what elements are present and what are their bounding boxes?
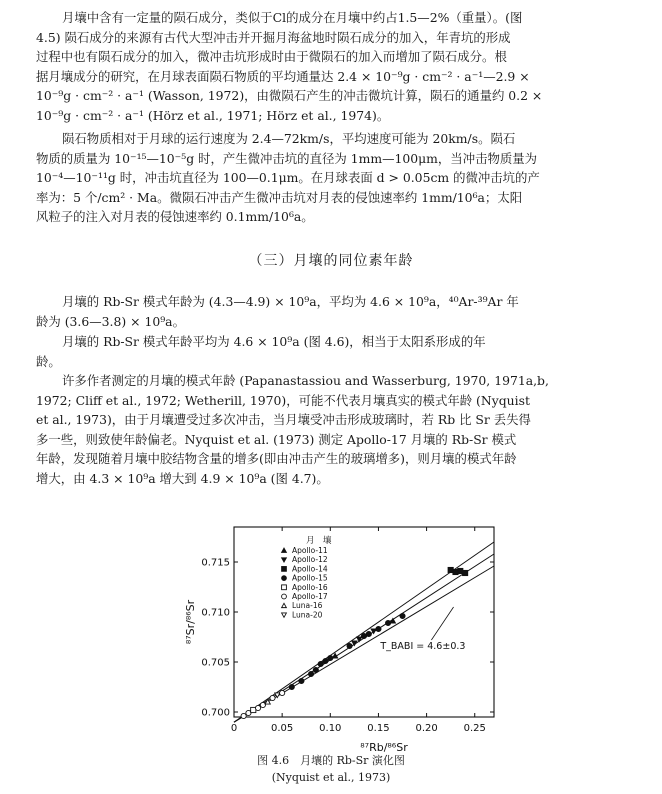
p5-line: 增大，由 4.3 × 10⁹a 增大到 4.9 × 10⁹a (图 4.7)。 bbox=[36, 470, 329, 486]
x-tick-label: 0 bbox=[230, 723, 238, 734]
legend-marker bbox=[282, 576, 287, 581]
p2-line: 物质的质量为 10⁻¹⁵—10⁻⁵g 时，产生微冲击坑的直径为 1mm—100μm，当冲击物质量为 bbox=[36, 150, 538, 166]
p1-line: 据月壤成分的研究，在月球表面陨石物质的平均通量达 2.4 × 10⁻⁹g · cm⁻² · a⁻¹—2.9 × bbox=[36, 68, 530, 84]
p5-line: et al., 1973)，由于月壤遭受过多次冲击，当月壤受冲击形成玻璃时，若 Rb 比 Sr 丢失得 bbox=[36, 412, 531, 428]
y-tick-label: 0.705 bbox=[201, 657, 230, 669]
y-tick-label: 0.715 bbox=[201, 557, 230, 569]
p2-line: 陨石物质相对于月球的运行速度为 2.4—72km/s，平均速度可能为 20km/s。陨石 bbox=[62, 131, 516, 146]
plot-frame bbox=[234, 527, 494, 717]
annotation-leader bbox=[431, 607, 453, 640]
data-point bbox=[376, 626, 381, 631]
data-point bbox=[289, 684, 294, 689]
legend-title: 月 壤 bbox=[306, 536, 332, 546]
p5-line: 1972; Cliff et al., 1972; Wetherill, 1970)，可能不代表月壤真实的模式年龄 (Nyquist bbox=[36, 392, 530, 408]
figure-source: (Nyquist et al., 1973) bbox=[271, 771, 391, 784]
paragraph-model-age bbox=[36, 292, 616, 331]
legend-marker bbox=[282, 613, 287, 617]
paragraph-average-age bbox=[36, 332, 616, 371]
y-tick-label: 0.710 bbox=[201, 607, 230, 619]
data-point bbox=[308, 671, 313, 676]
data-point bbox=[400, 613, 405, 618]
p2-line: 风粒子的注入对月表的侵蚀速率约 0.1mm/10⁶a。 bbox=[36, 209, 314, 225]
data-point bbox=[366, 631, 371, 636]
paragraph-meteoritic-component bbox=[36, 8, 616, 126]
legend-marker bbox=[282, 548, 287, 552]
legend-label: Apollo-12 bbox=[292, 555, 328, 565]
p1-line: 过程中也有陨石成分的加入，微冲击坑形成时由于微陨石的加入而增加了陨石成分。根 bbox=[36, 49, 507, 65]
data-point bbox=[318, 661, 323, 666]
p3-line: 月壤的 Rb-Sr 模式年龄为 (4.3—4.9) × 10⁹a，平均为 4.6 × 10⁹a，⁴⁰Ar-³⁹Ar 年 bbox=[62, 294, 519, 309]
data-point bbox=[241, 713, 246, 718]
data-point bbox=[255, 705, 260, 710]
paragraph-author-ages bbox=[36, 371, 616, 489]
data-point bbox=[463, 570, 468, 575]
p5-line: 年龄，发现随着月壤中胶结物含量的增多(即由冲击产生的玻璃增多)，则月壤的模式年龄 bbox=[36, 451, 517, 467]
p4-line: 龄。 bbox=[36, 353, 61, 369]
x-tick-label: 0.05 bbox=[271, 723, 294, 734]
paragraph-meteoroid-impact bbox=[36, 129, 616, 227]
p2-line: 率为：5 个/cm² · Ma。微陨石冲击产生微冲击坑对月表的侵蚀速率约 1mm/10⁶a；太阳 bbox=[36, 189, 523, 205]
figure-caption-block bbox=[0, 752, 662, 786]
legend-marker bbox=[282, 594, 287, 599]
legend-marker bbox=[282, 558, 287, 562]
data-point bbox=[280, 690, 285, 695]
p1-line: 4.5) 陨石成分的来源有古代大型冲击并开掘月海盆地时陨石成分的加入，年青坑的形成 bbox=[36, 29, 511, 45]
section-heading: （三）月壤的同位素年龄 bbox=[248, 253, 414, 269]
p2-line: 10⁻⁴—10⁻¹¹g 时，冲击坑直径为 100—0.1μm。在月球表面 d > 0.05cm 的微冲击坑的产 bbox=[36, 170, 540, 186]
data-point bbox=[299, 678, 304, 683]
x-tick-label: 0.20 bbox=[415, 723, 438, 734]
isochron-age-label: T_BABI = 4.6±0.3 bbox=[380, 641, 466, 652]
p5-line: 多一些，则致使年龄偏老。Nyquist et al. (1973) 测定 Apollo-17 月壤的 Rb-Sr 模式 bbox=[36, 431, 517, 447]
legend-marker bbox=[282, 567, 287, 572]
p1-line: 月壤中含有一定量的陨石成分，类似于Cl的成分在月壤中约占1.5—2%（重量）。(图 bbox=[62, 10, 523, 25]
p1-line: 10⁻⁹g · cm⁻² · a⁻¹ (Wasson, 1972)，由微陨石产生的冲击微坑计算，陨石的通量约 0.2 × bbox=[36, 88, 543, 104]
legend-label: Apollo-14 bbox=[292, 564, 328, 574]
legend-marker bbox=[282, 585, 287, 590]
legend-label: Apollo-17 bbox=[292, 592, 328, 601]
data-point bbox=[347, 643, 352, 648]
x-tick-label: 0.15 bbox=[367, 723, 390, 734]
data-point bbox=[260, 702, 265, 707]
legend-label: Luna-16 bbox=[292, 601, 323, 611]
figure-caption: 图 4.6 月壤的 Rb-Sr 演化图 bbox=[257, 754, 405, 767]
legend-label: Apollo-16 bbox=[292, 582, 328, 592]
p4-line: 月壤的 Rb-Sr 模式年龄平均为 4.6 × 10⁹a (图 4.6)，相当于太阳系形成的年 bbox=[62, 334, 486, 349]
data-point bbox=[313, 667, 318, 672]
p3-line: 龄为 (3.6—3.8) × 10⁹a。 bbox=[36, 313, 185, 329]
p5-line: 许多作者测定的月壤的模式年龄 (Papanastassiou and Wasserburg, 1970, 1971a,b, bbox=[62, 373, 549, 388]
x-tick-label: 0.10 bbox=[319, 723, 342, 734]
p1-line: 10⁻⁹g · cm⁻² · a⁻¹ (Hörz et al., 1971; Hörz et al., 1974)。 bbox=[36, 107, 390, 123]
legend-marker bbox=[282, 603, 287, 607]
y-axis-label: ⁸⁷Sr/⁸⁶Sr bbox=[184, 599, 197, 645]
data-point bbox=[270, 695, 275, 700]
legend-label: Apollo-15 bbox=[292, 573, 328, 583]
y-tick-label: 0.700 bbox=[201, 707, 230, 719]
legend-label: Apollo-11 bbox=[292, 546, 328, 555]
x-tick-label: 0.25 bbox=[463, 723, 486, 734]
rb-sr-evolution-chart bbox=[178, 515, 508, 780]
x-axis-label: ⁸⁷Rb/⁸⁶Sr bbox=[360, 741, 408, 754]
data-point bbox=[323, 658, 328, 663]
legend-label: Luna-20 bbox=[292, 610, 323, 620]
